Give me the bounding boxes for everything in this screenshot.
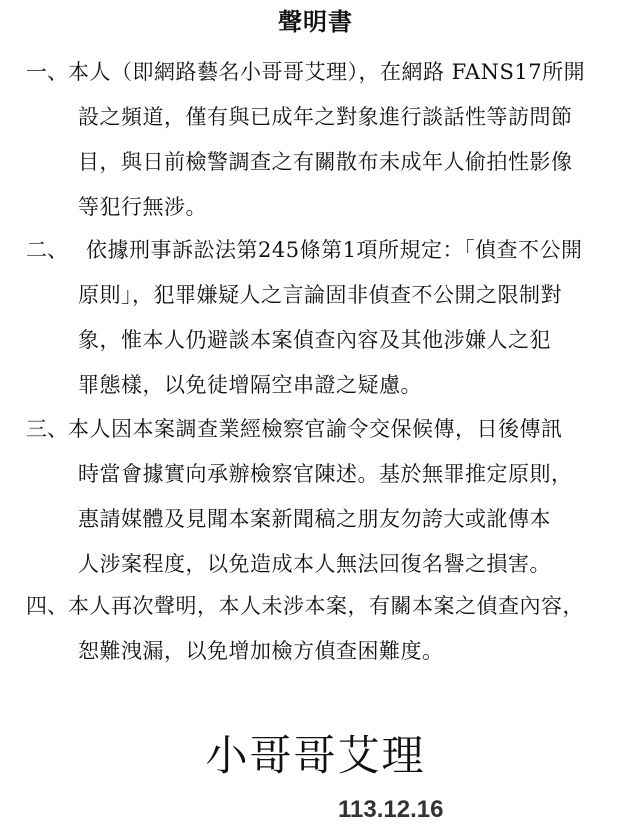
section-line: 設之頻道，僅有與已成年之對象進行談話性等訪問節 [78, 105, 573, 129]
section-line: 本人再次聲明，本人未涉本案，有關本案之偵查內容， [68, 594, 584, 618]
section-line: 時當會據實向承辦檢察官陳述。基於無罪推定原則， [78, 462, 573, 486]
section-line: 惠請媒體及見聞本案新聞稿之朋友勿誇大或訛傳本 [78, 507, 551, 531]
section-line: 依據刑事訴訟法第245條第1項所規定：「偵查不公開 [86, 238, 583, 262]
section-line: 本人因本案調查業經檢察官諭令交保候傳，日後傳訊 [68, 417, 563, 441]
section-line: 罪態樣，以免徒增隔空串證之疑慮。 [78, 373, 422, 397]
section-line: 目，與日前檢警調查之有關散布未成年人偷拍性影像 [78, 150, 573, 174]
section-line: 本人（即網路藝名小哥哥艾理），在網路 FANS17所開 [68, 60, 586, 84]
section-line: 原則」，犯罪嫌疑人之言論固非偵查不公開之限制對 [78, 283, 562, 307]
section-number: 三、 [26, 417, 68, 441]
signature-name: 小哥哥艾理 [205, 731, 426, 780]
section-line: 恕難洩漏，以免增加檢方偵查困難度。 [78, 639, 444, 663]
section-line: 象，惟本人仍避談本案偵查內容及其他涉嫌人之犯 [78, 328, 551, 352]
section-number: 四、 [26, 594, 68, 618]
document-title: 聲明書 [278, 7, 353, 36]
section-number: 二、 [26, 238, 68, 262]
section-number: 一、 [26, 60, 68, 84]
signature-date: 113.12.16 [338, 796, 444, 823]
section-line: 等犯行無涉。 [78, 195, 207, 219]
section-line: 人涉案程度，以免造成本人無法回復名譽之損害。 [78, 552, 551, 576]
